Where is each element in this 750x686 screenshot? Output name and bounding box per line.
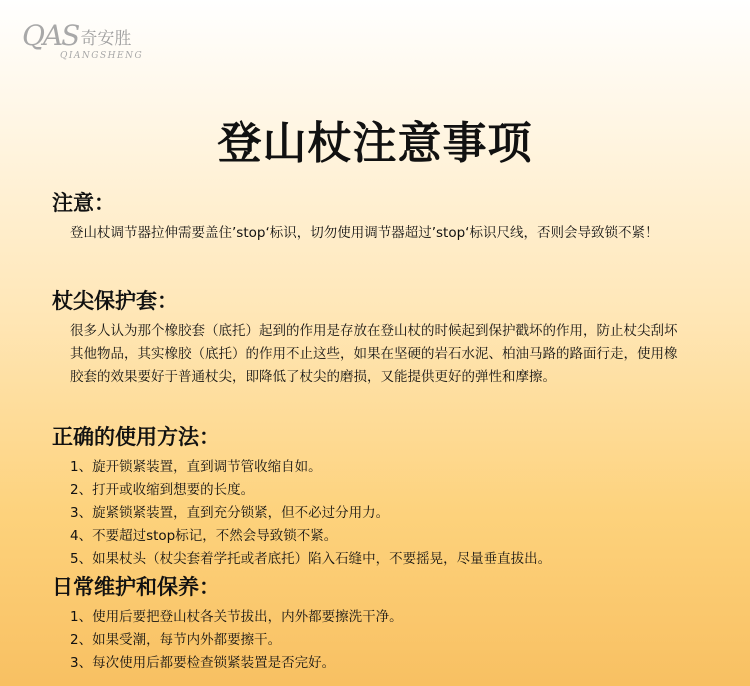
list-item: 5、如果杖头（杖尖套着学托或者底托）陷入石缝中，不要摇晃，尽量垂直拔出。	[70, 551, 552, 567]
section-text: 登山杖调节器拉伸需要盖住’stop‘标识，切勿使用调节器超过’stop‘标识尺线，否则会导致锁不紧！	[70, 225, 659, 241]
list-item: 4、不要超过stop标记，不然会导致锁不紧。	[70, 528, 338, 544]
section-notice	[52, 190, 692, 245]
section-heading: 注意：	[52, 191, 115, 215]
logo-name-en: QIANGSHENG	[60, 51, 144, 61]
section-maintenance	[52, 574, 692, 675]
section-heading: 正确的使用方法：	[52, 425, 220, 449]
section-usage	[52, 424, 692, 571]
brand-logo	[22, 19, 144, 61]
section-heading: 日常维护和保养：	[52, 575, 220, 599]
usage-list	[70, 456, 692, 571]
list-item: 1、使用后要把登山杖各关节拔出，内外都要擦洗干净。	[70, 609, 403, 625]
list-item: 2、如果受潮，每节内外都要擦干。	[70, 632, 282, 648]
section-tip-protector	[52, 288, 692, 389]
list-item: 2、打开或收缩到想要的长度。	[70, 482, 255, 498]
page-title: 登山杖注意事项	[217, 118, 533, 169]
section-text: 很多人认为那个橡胶套（底托）起到的作用是存放在登山杖的时候起到保护戳坏的作用，防止杖尖刮坏其他物品，其实橡胶（底托）的作用不止这些，如果在坚硬的岩石水泥、柏油马路的路面行走，使用橡胶套的效果要好于普通杖尖，即降低了杖尖的磨损，又能提供更好的弹性和摩擦。	[70, 323, 678, 385]
logo-name-cn: 奇安胜	[80, 29, 132, 49]
list-item: 3、旋紧锁紧装置，直到充分锁紧，但不必过分用力。	[70, 505, 390, 521]
list-item: 1、旋开锁紧装置，直到调节管收缩自如。	[70, 459, 322, 475]
logo-mark: QAS	[22, 19, 79, 52]
logo-row	[22, 19, 143, 52]
section-heading: 杖尖保护套：	[52, 289, 178, 313]
maintenance-list	[70, 606, 692, 675]
list-item: 3、每次使用后都要检查锁紧装置是否完好。	[70, 655, 336, 671]
